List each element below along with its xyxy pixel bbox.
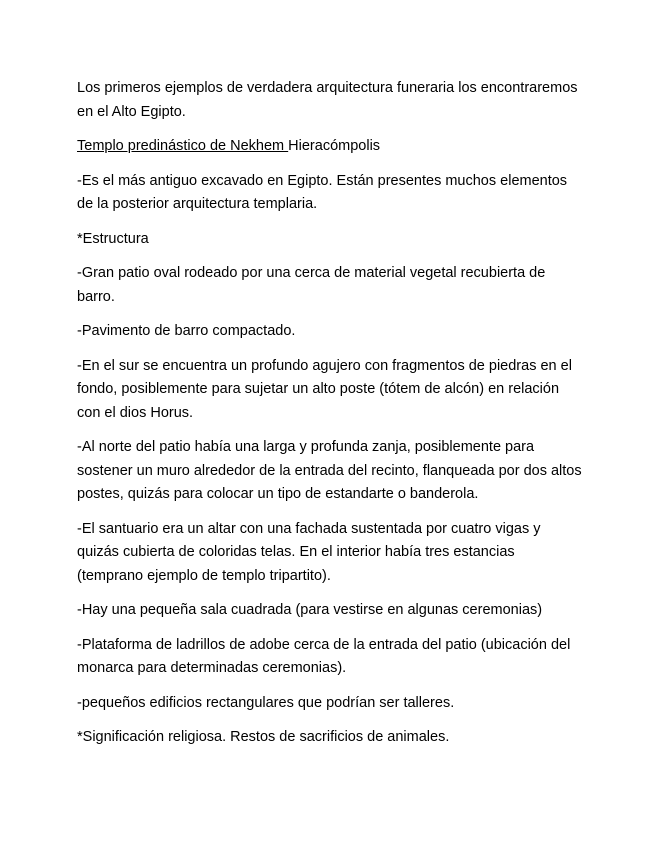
paragraph-plataforma: -Plataforma de ladrillos de adobe cerca de la entrada del patio (ubicación del monarca para determinadas ceremonias). [77, 636, 571, 676]
paragraph-significacion: *Significación religiosa. Restos de sacrificios de animales. [77, 729, 450, 745]
paragraph-sala: -Hay una pequeña sala cuadrada (para vestirse en algunas ceremonias) [77, 602, 543, 618]
paragraph-norte: -Al norte del patio había una larga y profunda zanja, posiblemente para sostener un muro alrededor de la entrada del recinto, flanqueada por dos altos postes, quizás para colocar un tipo de estandarte o banderola. [77, 439, 582, 502]
paragraph-santuario: -El santuario era un altar con una fachada sustentada por cuatro vigas y quizás cubierta de coloridas telas. En el interior había tres estancias (temprano ejemplo de templo tripartito). [77, 520, 541, 584]
paragraph-antiguo: -Es el más antiguo excavado en Egipto. Están presentes muchos elementos de la posterior arquitectura templaria. [77, 172, 568, 212]
heading-plain-text: Hieracómpolis [288, 138, 381, 154]
paragraph-patio: -Gran patio oval rodeado por una cerca de material vegetal recubierta de barro. [77, 265, 546, 305]
paragraph-pavimento: -Pavimento de barro compactado. [77, 323, 296, 339]
section-heading [77, 135, 582, 159]
intro-paragraph: Los primeros ejemplos de verdadera arquitectura funeraria los encontraremos en el Alto Egipto. [77, 80, 578, 120]
document-body [77, 77, 582, 761]
paragraph-sur: -En el sur se encuentra un profundo agujero con fragmentos de piedras en el fondo, posiblemente para sujetar un alto poste (tótem de alcón) en relación con el dios Horus. [77, 357, 572, 421]
heading-underlined-text: Templo predinástico de Nekhem [77, 138, 289, 154]
paragraph-edificios: -pequeños edificios rectangulares que podrían ser talleres. [77, 694, 455, 711]
paragraph-estructura: *Estructura [77, 230, 149, 247]
